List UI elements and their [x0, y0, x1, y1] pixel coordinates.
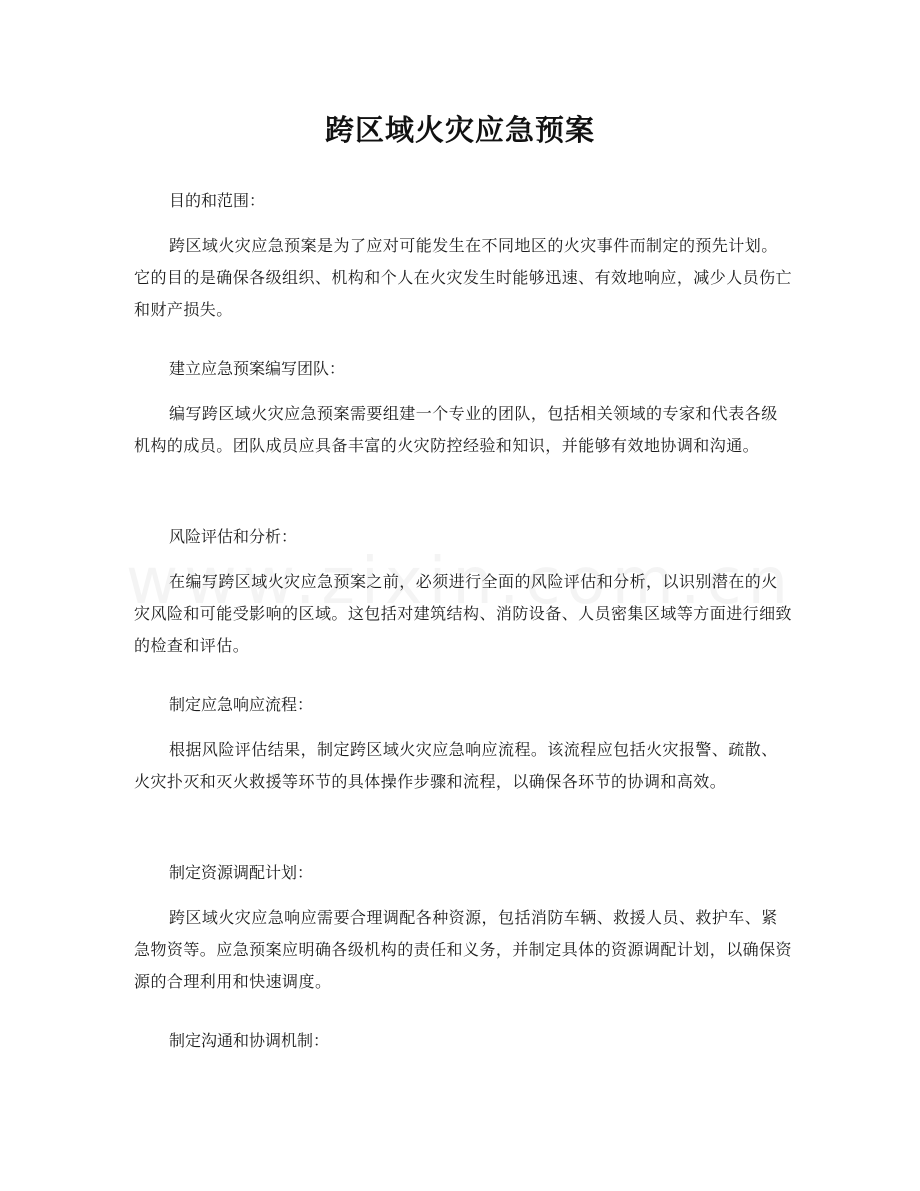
section-heading-team: 建立应急预案编写团队： [169, 359, 346, 378]
section-heading-risk: 风险评估和分析： [169, 527, 298, 546]
section-body-purpose: 跨区域火灾应急预案是为了应对可能发生在不同地区的火灾事件而制定的预先计划。它的目的是确保各级组织、机构和个人在火灾发生时能够迅速、有效地响应，减少人员伤亡和财产损失。 [134, 236, 793, 319]
section-heading-response: 制定应急响应流程： [169, 695, 314, 714]
section-body-risk: 在编写跨区域火灾应急预案之前，必须进行全面的风险评估和分析，以识别潜在的火灾风险和可能受影响的区域。这包括对建筑结构、消防设备、人员密集区域等方面进行细致的检查和评估。 [134, 572, 793, 655]
section-heading-communication: 制定沟通和协调机制： [169, 1031, 330, 1050]
section-heading-purpose: 目的和范围： [169, 191, 266, 210]
section-body-team: 编写跨区域火灾应急预案需要组建一个专业的团队，包括相关领域的专家和代表各级机构的成员。团队成员应具备丰富的火灾防控经验和知识，并能够有效地协调和沟通。 [134, 404, 778, 455]
page-title: 跨区域火灾应急预案 [324, 113, 595, 147]
section-body-response: 根据风险评估结果，制定跨区域火灾应急响应流程。该流程应包括火灾报警、疏散、火灾扑灭和灭火救援等环节的具体操作步骤和流程，以确保各环节的协调和高效。 [134, 740, 778, 791]
section-heading-resources: 制定资源调配计划： [169, 863, 314, 882]
section-body-resources: 跨区域火灾应急响应需要合理调配各种资源，包括消防车辆、救援人员、救护车、紧急物资等。应急预案应明确各级机构的责任和义务，并制定具体的资源调配计划，以确保资源的合理利用和快速调度。 [134, 908, 793, 991]
